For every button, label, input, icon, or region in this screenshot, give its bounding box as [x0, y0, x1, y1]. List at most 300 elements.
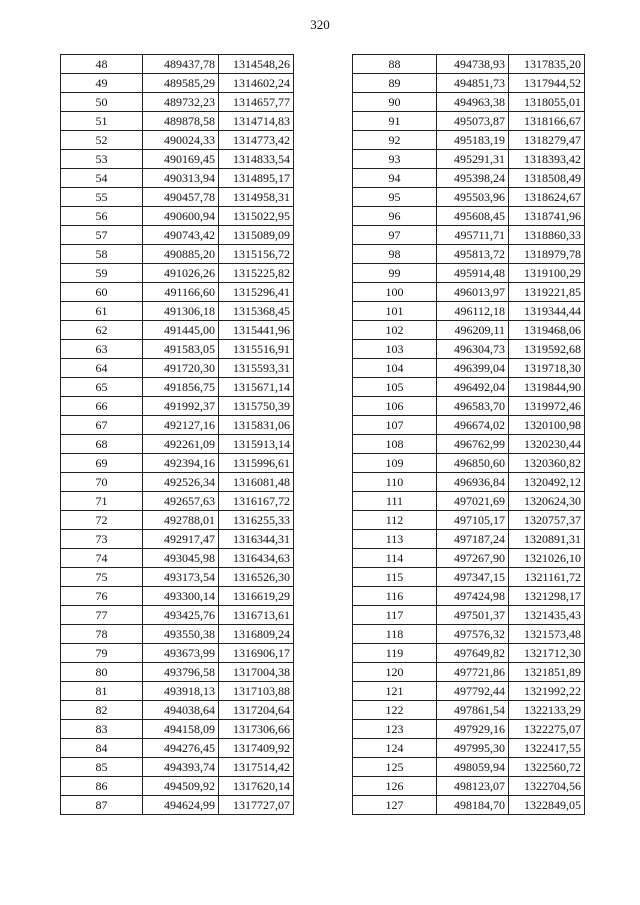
y-coordinate-cell: 1318741,96: [509, 207, 585, 226]
y-coordinate-cell: 1317727,07: [219, 796, 294, 815]
point-number-cell: 110: [353, 473, 437, 492]
table-row: [353, 264, 585, 283]
x-coordinate-cell: 497721,86: [437, 663, 509, 682]
table-row: [61, 739, 294, 758]
point-number-cell: 99: [353, 264, 437, 283]
x-coordinate-cell: 490024,33: [143, 131, 219, 150]
y-coordinate-cell: 1319344,44: [509, 302, 585, 321]
x-coordinate-cell: 490743,42: [143, 226, 219, 245]
y-coordinate-cell: 1318279,47: [509, 131, 585, 150]
y-coordinate-cell: 1314895,17: [219, 169, 294, 188]
point-number-cell: 97: [353, 226, 437, 245]
x-coordinate-cell: 496583,70: [437, 397, 509, 416]
y-coordinate-cell: 1322275,07: [509, 720, 585, 739]
point-number-cell: 62: [61, 321, 143, 340]
y-coordinate-cell: 1316344,31: [219, 530, 294, 549]
y-coordinate-cell: 1319468,06: [509, 321, 585, 340]
point-number-cell: 73: [61, 530, 143, 549]
y-coordinate-cell: 1318624,67: [509, 188, 585, 207]
x-coordinate-cell: 494158,09: [143, 720, 219, 739]
table-row: [353, 340, 585, 359]
y-coordinate-cell: 1316809,24: [219, 625, 294, 644]
y-coordinate-cell: 1317103,88: [219, 682, 294, 701]
point-number-cell: 53: [61, 150, 143, 169]
table-row: [61, 720, 294, 739]
x-coordinate-cell: 497995,30: [437, 739, 509, 758]
y-coordinate-cell: 1318055,01: [509, 93, 585, 112]
table-row: [353, 359, 585, 378]
point-number-cell: 102: [353, 321, 437, 340]
x-coordinate-cell: 492261,09: [143, 435, 219, 454]
y-coordinate-cell: 1314833,54: [219, 150, 294, 169]
coordinates-table-right: [352, 54, 585, 815]
y-coordinate-cell: 1317204,64: [219, 701, 294, 720]
y-coordinate-cell: 1315750,39: [219, 397, 294, 416]
table-row: [353, 321, 585, 340]
point-number-cell: 105: [353, 378, 437, 397]
table-row: [353, 739, 585, 758]
point-number-cell: 81: [61, 682, 143, 701]
table-row: [61, 378, 294, 397]
x-coordinate-cell: 495291,31: [437, 150, 509, 169]
x-coordinate-cell: 493300,14: [143, 587, 219, 606]
y-coordinate-cell: 1320757,37: [509, 511, 585, 530]
y-coordinate-cell: 1315671,14: [219, 378, 294, 397]
x-coordinate-cell: 496013,97: [437, 283, 509, 302]
y-coordinate-cell: 1317835,20: [509, 55, 585, 74]
y-coordinate-cell: 1320492,12: [509, 473, 585, 492]
y-coordinate-cell: 1319592,68: [509, 340, 585, 359]
table-row: [61, 492, 294, 511]
x-coordinate-cell: 495813,72: [437, 245, 509, 264]
x-coordinate-cell: 496674,02: [437, 416, 509, 435]
point-number-cell: 65: [61, 378, 143, 397]
point-number-cell: 107: [353, 416, 437, 435]
x-coordinate-cell: 489585,29: [143, 74, 219, 93]
y-coordinate-cell: 1321161,72: [509, 568, 585, 587]
y-coordinate-cell: 1317514,42: [219, 758, 294, 777]
point-number-cell: 48: [61, 55, 143, 74]
y-coordinate-cell: 1316255,33: [219, 511, 294, 530]
table-row: [61, 112, 294, 131]
y-coordinate-cell: 1317004,38: [219, 663, 294, 682]
point-number-cell: 119: [353, 644, 437, 663]
y-coordinate-cell: 1319844,90: [509, 378, 585, 397]
table-row: [61, 359, 294, 378]
y-coordinate-cell: 1320624,30: [509, 492, 585, 511]
table-row: [353, 682, 585, 701]
y-coordinate-cell: 1316434,63: [219, 549, 294, 568]
x-coordinate-cell: 497187,24: [437, 530, 509, 549]
y-coordinate-cell: 1318508,49: [509, 169, 585, 188]
x-coordinate-cell: 495503,96: [437, 188, 509, 207]
table-row: [353, 454, 585, 473]
table-row: [353, 530, 585, 549]
y-coordinate-cell: 1315593,31: [219, 359, 294, 378]
x-coordinate-cell: 494509,92: [143, 777, 219, 796]
point-number-cell: 78: [61, 625, 143, 644]
x-coordinate-cell: 493173,54: [143, 568, 219, 587]
y-coordinate-cell: 1315156,72: [219, 245, 294, 264]
x-coordinate-cell: 497347,15: [437, 568, 509, 587]
y-coordinate-cell: 1318979,78: [509, 245, 585, 264]
table-row: [353, 245, 585, 264]
y-coordinate-cell: 1314657,77: [219, 93, 294, 112]
table-row: [353, 397, 585, 416]
y-coordinate-cell: 1315996,61: [219, 454, 294, 473]
point-number-cell: 91: [353, 112, 437, 131]
point-number-cell: 120: [353, 663, 437, 682]
x-coordinate-cell: 492657,63: [143, 492, 219, 511]
x-coordinate-cell: 492394,16: [143, 454, 219, 473]
point-number-cell: 49: [61, 74, 143, 93]
x-coordinate-cell: 496399,04: [437, 359, 509, 378]
point-number-cell: 98: [353, 245, 437, 264]
point-number-cell: 72: [61, 511, 143, 530]
y-coordinate-cell: 1316906,17: [219, 644, 294, 663]
table-row: [61, 625, 294, 644]
point-number-cell: 96: [353, 207, 437, 226]
point-number-cell: 55: [61, 188, 143, 207]
x-coordinate-cell: 491856,75: [143, 378, 219, 397]
table-row: [353, 169, 585, 188]
x-coordinate-cell: 491992,37: [143, 397, 219, 416]
point-number-cell: 90: [353, 93, 437, 112]
x-coordinate-cell: 494851,73: [437, 74, 509, 93]
table-row: [353, 587, 585, 606]
point-number-cell: 117: [353, 606, 437, 625]
point-number-cell: 52: [61, 131, 143, 150]
x-coordinate-cell: 498123,07: [437, 777, 509, 796]
table-row: [353, 568, 585, 587]
table-row: [353, 435, 585, 454]
table-row: [61, 454, 294, 473]
table-row: [61, 74, 294, 93]
point-number-cell: 59: [61, 264, 143, 283]
y-coordinate-cell: 1322849,05: [509, 796, 585, 815]
point-number-cell: 89: [353, 74, 437, 93]
point-number-cell: 87: [61, 796, 143, 815]
y-coordinate-cell: 1314548,26: [219, 55, 294, 74]
x-coordinate-cell: 497861,54: [437, 701, 509, 720]
y-coordinate-cell: 1321712,30: [509, 644, 585, 663]
table-row: [353, 701, 585, 720]
point-number-cell: 121: [353, 682, 437, 701]
x-coordinate-cell: 495608,45: [437, 207, 509, 226]
table-row: [61, 587, 294, 606]
y-coordinate-cell: 1321992,22: [509, 682, 585, 701]
table-row: [353, 55, 585, 74]
table-row: [61, 169, 294, 188]
x-coordinate-cell: 491026,26: [143, 264, 219, 283]
table-row: [353, 796, 585, 815]
table-row: [61, 55, 294, 74]
y-coordinate-cell: 1316167,72: [219, 492, 294, 511]
point-number-cell: 68: [61, 435, 143, 454]
x-coordinate-cell: 494963,38: [437, 93, 509, 112]
y-coordinate-cell: 1315441,96: [219, 321, 294, 340]
x-coordinate-cell: 492526,34: [143, 473, 219, 492]
table-row: [61, 606, 294, 625]
x-coordinate-cell: 497792,44: [437, 682, 509, 701]
point-number-cell: 103: [353, 340, 437, 359]
point-number-cell: 115: [353, 568, 437, 587]
y-coordinate-cell: 1320891,31: [509, 530, 585, 549]
point-number-cell: 57: [61, 226, 143, 245]
y-coordinate-cell: 1318860,33: [509, 226, 585, 245]
point-number-cell: 63: [61, 340, 143, 359]
y-coordinate-cell: 1315022,95: [219, 207, 294, 226]
point-number-cell: 80: [61, 663, 143, 682]
point-number-cell: 88: [353, 55, 437, 74]
coordinates-table-left: [60, 54, 294, 815]
table-row: [61, 473, 294, 492]
point-number-cell: 67: [61, 416, 143, 435]
x-coordinate-cell: 497649,82: [437, 644, 509, 663]
x-coordinate-cell: 496492,04: [437, 378, 509, 397]
table-row: [353, 416, 585, 435]
point-number-cell: 106: [353, 397, 437, 416]
point-number-cell: 61: [61, 302, 143, 321]
x-coordinate-cell: 493045,98: [143, 549, 219, 568]
x-coordinate-cell: 492788,01: [143, 511, 219, 530]
point-number-cell: 101: [353, 302, 437, 321]
table-row: [353, 549, 585, 568]
y-coordinate-cell: 1316619,29: [219, 587, 294, 606]
table-row: [353, 492, 585, 511]
point-number-cell: 126: [353, 777, 437, 796]
point-number-cell: 116: [353, 587, 437, 606]
point-number-cell: 75: [61, 568, 143, 587]
table-row: [353, 93, 585, 112]
x-coordinate-cell: 497105,17: [437, 511, 509, 530]
table-row: [61, 682, 294, 701]
x-coordinate-cell: 495398,24: [437, 169, 509, 188]
point-number-cell: 84: [61, 739, 143, 758]
point-number-cell: 109: [353, 454, 437, 473]
table-row: [61, 701, 294, 720]
x-coordinate-cell: 496209,11: [437, 321, 509, 340]
table-row: [61, 568, 294, 587]
y-coordinate-cell: 1319718,30: [509, 359, 585, 378]
y-coordinate-cell: 1314958,31: [219, 188, 294, 207]
point-number-cell: 85: [61, 758, 143, 777]
y-coordinate-cell: 1320230,44: [509, 435, 585, 454]
y-coordinate-cell: 1315296,41: [219, 283, 294, 302]
table-row: [353, 606, 585, 625]
point-number-cell: 71: [61, 492, 143, 511]
x-coordinate-cell: 494624,99: [143, 796, 219, 815]
y-coordinate-cell: 1314714,83: [219, 112, 294, 131]
table-row: [61, 663, 294, 682]
x-coordinate-cell: 497576,32: [437, 625, 509, 644]
point-number-cell: 74: [61, 549, 143, 568]
y-coordinate-cell: 1315831,06: [219, 416, 294, 435]
table-row: [353, 758, 585, 777]
y-coordinate-cell: 1320360,82: [509, 454, 585, 473]
table-row: [353, 283, 585, 302]
table-row: [353, 131, 585, 150]
x-coordinate-cell: 494393,74: [143, 758, 219, 777]
y-coordinate-cell: 1315913,14: [219, 435, 294, 454]
x-coordinate-cell: 498184,70: [437, 796, 509, 815]
y-coordinate-cell: 1318166,67: [509, 112, 585, 131]
x-coordinate-cell: 492917,47: [143, 530, 219, 549]
y-coordinate-cell: 1321026,10: [509, 549, 585, 568]
table-row: [61, 435, 294, 454]
point-number-cell: 100: [353, 283, 437, 302]
x-coordinate-cell: 491583,05: [143, 340, 219, 359]
x-coordinate-cell: 491445,00: [143, 321, 219, 340]
x-coordinate-cell: 496762,99: [437, 435, 509, 454]
x-coordinate-cell: 496112,18: [437, 302, 509, 321]
point-number-cell: 127: [353, 796, 437, 815]
point-number-cell: 123: [353, 720, 437, 739]
point-number-cell: 51: [61, 112, 143, 131]
point-number-cell: 122: [353, 701, 437, 720]
table-row: [61, 796, 294, 815]
table-row: [61, 264, 294, 283]
x-coordinate-cell: 494738,93: [437, 55, 509, 74]
point-number-cell: 77: [61, 606, 143, 625]
table-row: [353, 378, 585, 397]
table-row: [61, 397, 294, 416]
x-coordinate-cell: 494276,45: [143, 739, 219, 758]
point-number-cell: 60: [61, 283, 143, 302]
table-row: [61, 302, 294, 321]
table-row: [353, 188, 585, 207]
y-coordinate-cell: 1322133,29: [509, 701, 585, 720]
point-number-cell: 94: [353, 169, 437, 188]
table-row: [61, 549, 294, 568]
point-number-cell: 70: [61, 473, 143, 492]
y-coordinate-cell: 1316526,30: [219, 568, 294, 587]
x-coordinate-cell: 491166,60: [143, 283, 219, 302]
y-coordinate-cell: 1320100,98: [509, 416, 585, 435]
y-coordinate-cell: 1317306,66: [219, 720, 294, 739]
table-row: [353, 625, 585, 644]
point-number-cell: 82: [61, 701, 143, 720]
y-coordinate-cell: 1321435,43: [509, 606, 585, 625]
table-row: [353, 644, 585, 663]
y-coordinate-cell: 1319221,85: [509, 283, 585, 302]
x-coordinate-cell: 490313,94: [143, 169, 219, 188]
point-number-cell: 86: [61, 777, 143, 796]
point-number-cell: 95: [353, 188, 437, 207]
x-coordinate-cell: 495711,71: [437, 226, 509, 245]
point-number-cell: 76: [61, 587, 143, 606]
page-number: 320: [310, 17, 330, 32]
point-number-cell: 64: [61, 359, 143, 378]
x-coordinate-cell: 493550,38: [143, 625, 219, 644]
point-number-cell: 114: [353, 549, 437, 568]
x-coordinate-cell: 491720,30: [143, 359, 219, 378]
x-coordinate-cell: 494038,64: [143, 701, 219, 720]
y-coordinate-cell: 1319972,46: [509, 397, 585, 416]
point-number-cell: 108: [353, 435, 437, 454]
x-coordinate-cell: 495073,87: [437, 112, 509, 131]
x-coordinate-cell: 493918,13: [143, 682, 219, 701]
y-coordinate-cell: 1314773,42: [219, 131, 294, 150]
x-coordinate-cell: 496850,60: [437, 454, 509, 473]
table-row: [353, 207, 585, 226]
x-coordinate-cell: 493796,58: [143, 663, 219, 682]
y-coordinate-cell: 1322704,56: [509, 777, 585, 796]
table-row: [61, 530, 294, 549]
table-row: [353, 663, 585, 682]
y-coordinate-cell: 1321851,89: [509, 663, 585, 682]
y-coordinate-cell: 1317620,14: [219, 777, 294, 796]
table-row: [353, 150, 585, 169]
y-coordinate-cell: 1315516,91: [219, 340, 294, 359]
x-coordinate-cell: 493425,76: [143, 606, 219, 625]
x-coordinate-cell: 497424,98: [437, 587, 509, 606]
x-coordinate-cell: 497267,90: [437, 549, 509, 568]
table-row: [353, 720, 585, 739]
x-coordinate-cell: 496304,73: [437, 340, 509, 359]
point-number-cell: 50: [61, 93, 143, 112]
y-coordinate-cell: 1316081,48: [219, 473, 294, 492]
table-row: [61, 416, 294, 435]
y-coordinate-cell: 1322560,72: [509, 758, 585, 777]
point-number-cell: 112: [353, 511, 437, 530]
point-number-cell: 104: [353, 359, 437, 378]
table-row: [353, 226, 585, 245]
point-number-cell: 118: [353, 625, 437, 644]
point-number-cell: 83: [61, 720, 143, 739]
point-number-cell: 124: [353, 739, 437, 758]
y-coordinate-cell: 1318393,42: [509, 150, 585, 169]
x-coordinate-cell: 497021,69: [437, 492, 509, 511]
table-row: [353, 112, 585, 131]
table-row: [61, 188, 294, 207]
y-coordinate-cell: 1315225,82: [219, 264, 294, 283]
point-number-cell: 69: [61, 454, 143, 473]
y-coordinate-cell: 1322417,55: [509, 739, 585, 758]
table-row: [61, 283, 294, 302]
table-row: [353, 777, 585, 796]
x-coordinate-cell: 497929,16: [437, 720, 509, 739]
x-coordinate-cell: 489732,23: [143, 93, 219, 112]
table-row: [353, 473, 585, 492]
table-row: [61, 93, 294, 112]
table-row: [61, 207, 294, 226]
table-row: [61, 511, 294, 530]
point-number-cell: 58: [61, 245, 143, 264]
x-coordinate-cell: 490885,20: [143, 245, 219, 264]
table-row: [353, 511, 585, 530]
x-coordinate-cell: 490457,78: [143, 188, 219, 207]
x-coordinate-cell: 490600,94: [143, 207, 219, 226]
table-row: [61, 777, 294, 796]
y-coordinate-cell: 1321298,17: [509, 587, 585, 606]
point-number-cell: 56: [61, 207, 143, 226]
table-row: [61, 758, 294, 777]
table-row: [61, 131, 294, 150]
point-number-cell: 66: [61, 397, 143, 416]
x-coordinate-cell: 495914,48: [437, 264, 509, 283]
table-row: [353, 74, 585, 93]
point-number-cell: 79: [61, 644, 143, 663]
table-row: [61, 644, 294, 663]
y-coordinate-cell: 1316713,61: [219, 606, 294, 625]
y-coordinate-cell: 1315089,09: [219, 226, 294, 245]
y-coordinate-cell: 1317944,52: [509, 74, 585, 93]
x-coordinate-cell: 496936,84: [437, 473, 509, 492]
table-row: [61, 321, 294, 340]
x-coordinate-cell: 498059,94: [437, 758, 509, 777]
table-row: [61, 150, 294, 169]
